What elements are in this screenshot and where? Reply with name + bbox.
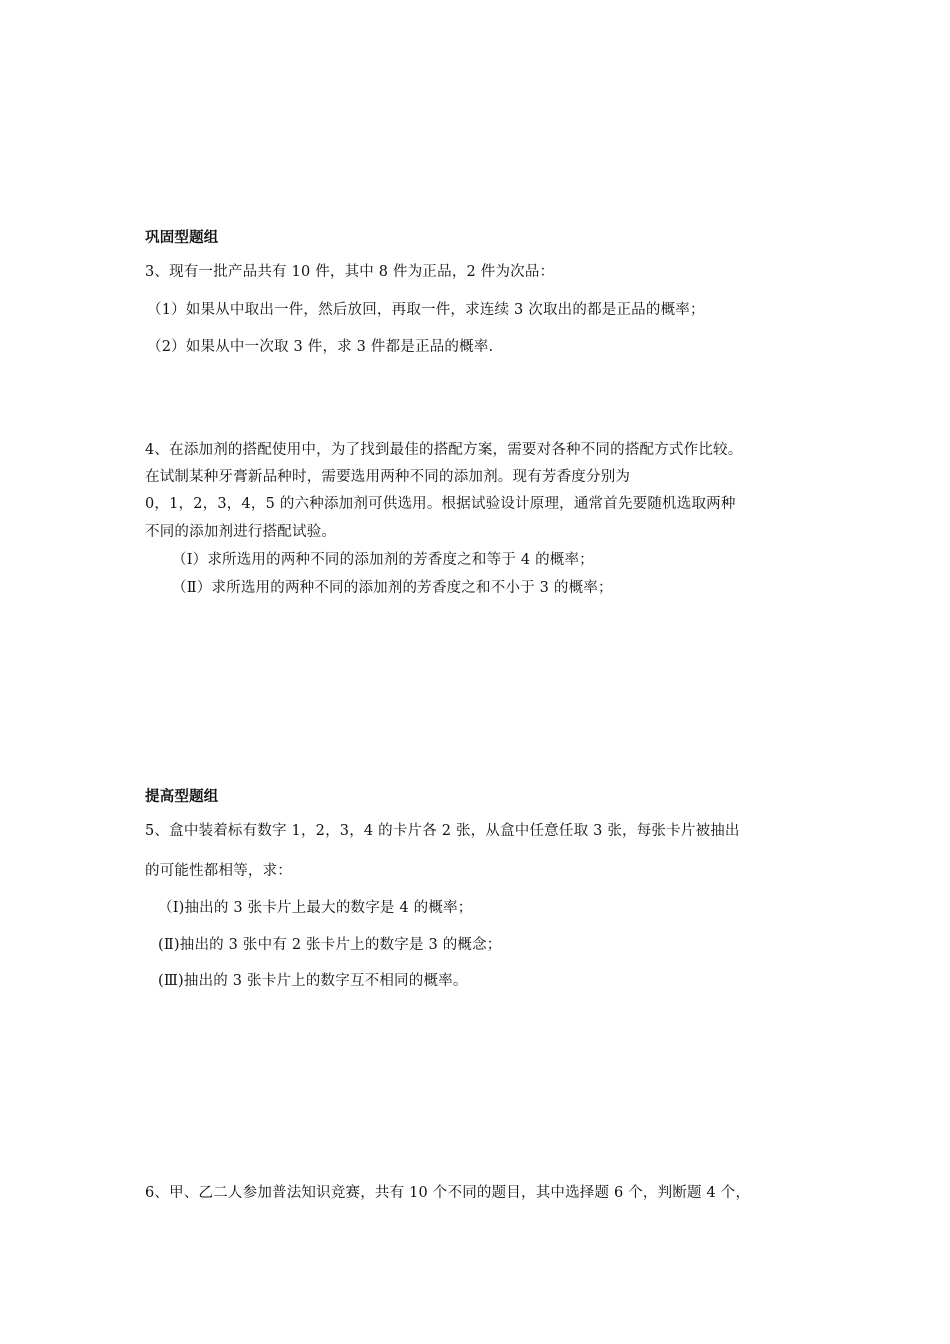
section-heading-advanced: 提高型题组 (145, 789, 219, 805)
question-5-part-2: (Ⅱ)抽出的 3 张中有 2 张卡片上的数字是 3 的概念； (158, 937, 502, 953)
question-3-part-1: （1）如果从中取出一件，然后放回，再取一件，求连续 3 次取出的都是正品的概率； (147, 302, 705, 318)
question-3-part-2: （2）如果从中一次取 3 件，求 3 件都是正品的概率. (147, 339, 494, 355)
question-4-line-2: 在试制某种牙膏新品种时，需要选用两种不同的添加剂。现有芳香度分别为 (145, 469, 631, 485)
question-5-line-2: 的可能性都相等，求： (145, 863, 292, 879)
section-heading-consolidation: 巩固型题组 (145, 230, 219, 246)
question-5-line-1: 5、盒中装着标有数字 1，2，3，4 的卡片各 2 张，从盒中任意任取 3 张，每张卡片被抽出 (145, 823, 740, 839)
question-4-line-1: 4、在添加剂的搭配使用中，为了找到最佳的搭配方案，需要对各种不同的搭配方式作比较。 (145, 442, 743, 458)
question-4-part-1: （Ⅰ）求所选用的两种不同的添加剂的芳香度之和等于 4 的概率； (172, 552, 594, 568)
question-5-part-1: （Ⅰ)抽出的 3 张卡片上最大的数字是 4 的概率； (158, 900, 473, 916)
question-4-part-2: （Ⅱ）求所选用的两种不同的添加剂的芳香度之和不小于 3 的概率； (172, 580, 613, 596)
question-4-line-3: 0，1，2，3，4，5 的六种添加剂可供选用。根据试验设计原理，通常首先要随机选取两种 (145, 496, 736, 512)
question-4-line-4: 不同的添加剂进行搭配试验。 (145, 524, 337, 540)
question-3-stem: 3、现有一批产品共有 10 件，其中 8 件为正品，2 件为次品： (145, 264, 555, 280)
question-6-line-1: 6、甲、乙二人参加普法知识竞赛，共有 10 个不同的题目，其中选择题 6 个，判断题 4 个， (145, 1185, 751, 1201)
question-5-part-3: (Ⅲ)抽出的 3 张卡片上的数字互不相同的概率。 (158, 973, 468, 989)
